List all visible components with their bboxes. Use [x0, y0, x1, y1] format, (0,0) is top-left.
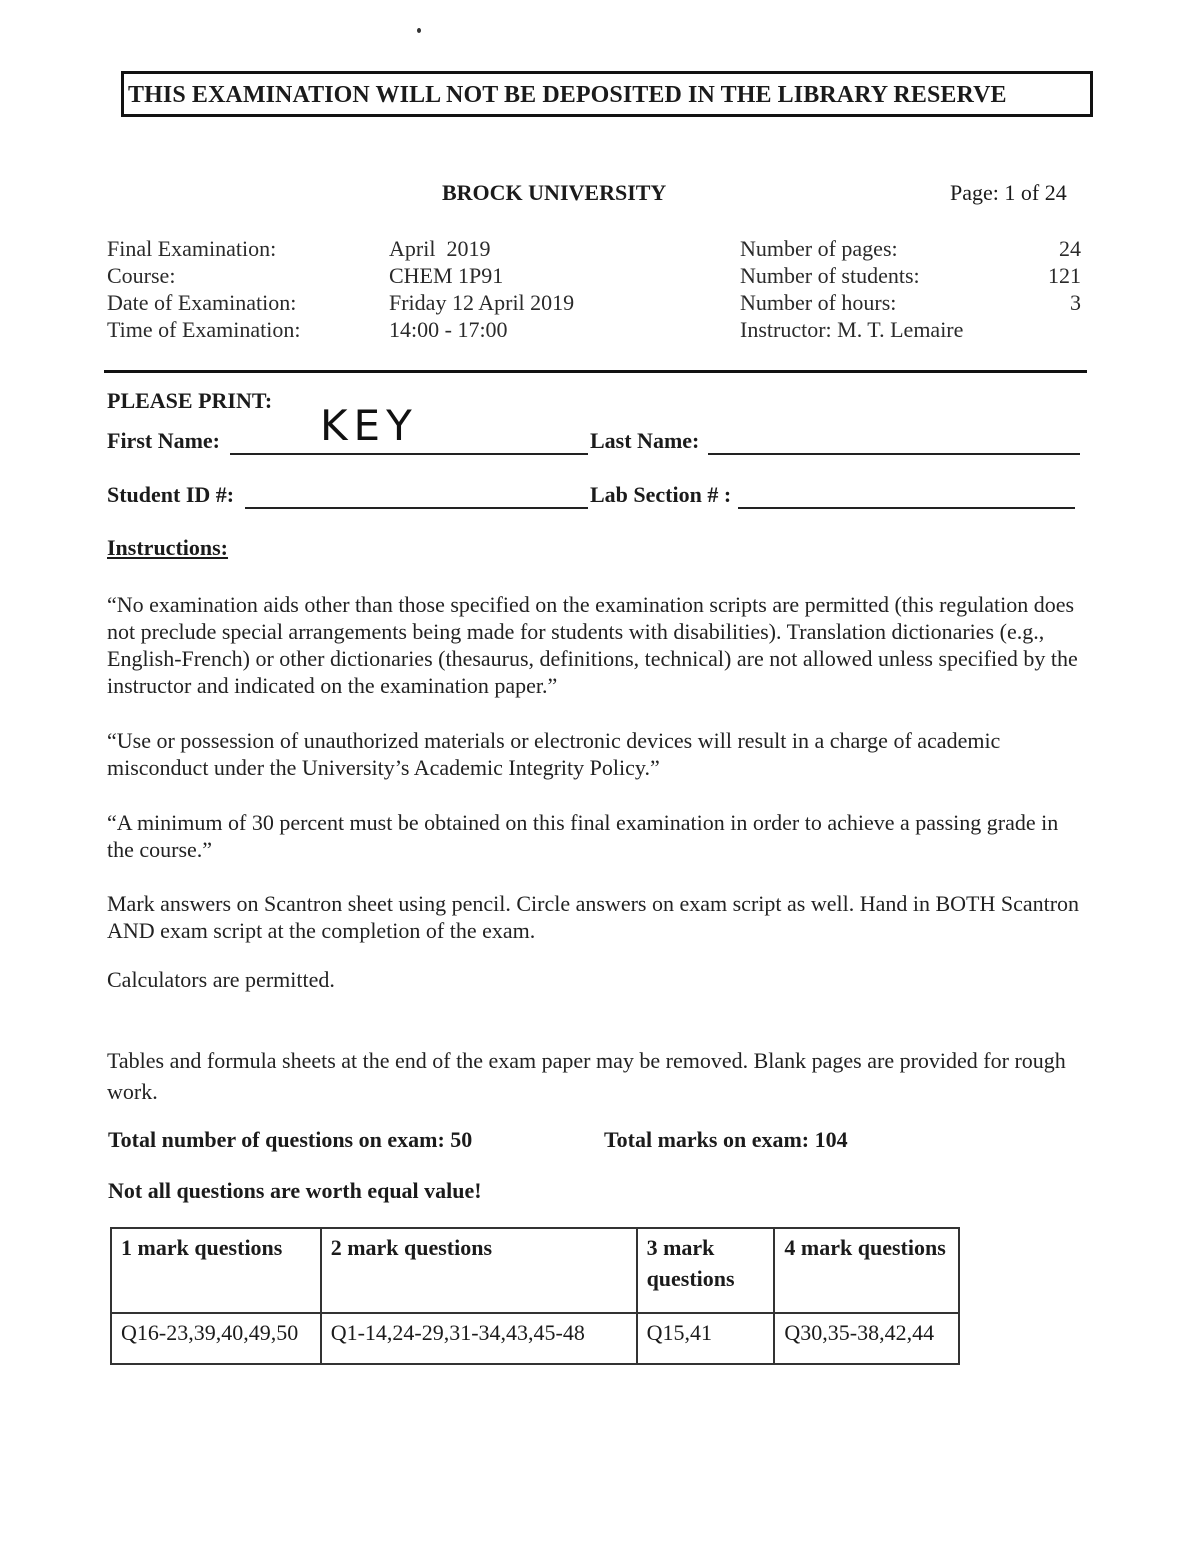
- first-name-label: First Name:: [107, 428, 221, 453]
- cell-1-mark-questions: Q16-23,39,40,49,50: [111, 1313, 321, 1364]
- stat-value-pages: 24: [1059, 236, 1081, 261]
- header-3-mark: 3 mark questions: [637, 1228, 775, 1313]
- stat-value-hours: 3: [1070, 290, 1081, 315]
- instruction-exam-aids: “No examination aids other than those specified on the examination scripts are permitted (this regulation does not preclude special arrangements being made for students with disabilities). Translation dictionaries (e.g., English-French) or other dictionaries (thesaurus, definitions, technical) are not allowed unless specified by the instructor and indicated on the examination paper.”: [107, 592, 1078, 698]
- total-marks: Total marks on exam: 104: [604, 1127, 848, 1152]
- library-reserve-banner: THIS EXAMINATION WILL NOT BE DEPOSITED IN THE LIBRARY RESERVE: [121, 71, 1093, 117]
- first-name-field-line[interactable]: [230, 453, 588, 455]
- please-print-label: PLEASE PRINT:: [107, 388, 273, 413]
- info-label-date: Date of Examination:: [107, 290, 297, 315]
- header-divider: [104, 370, 1087, 373]
- lab-section-label: Lab Section # :: [590, 482, 732, 507]
- stat-value-students: 121: [1048, 263, 1081, 288]
- total-questions: Total number of questions on exam: 50: [108, 1127, 473, 1152]
- scan-speck: [417, 28, 421, 33]
- info-value-final-exam: April 2019: [389, 236, 491, 261]
- lab-section-field-line[interactable]: [738, 507, 1075, 509]
- unequal-value-note: Not all questions are worth equal value!: [108, 1178, 482, 1203]
- info-value-course: CHEM 1P91: [389, 263, 504, 288]
- table-row: [111, 1313, 959, 1364]
- first-name-value[interactable]: KEY: [320, 401, 418, 450]
- page-number: Page: 1 of 24: [950, 180, 1067, 205]
- header-2-mark: 2 mark questions: [321, 1228, 637, 1313]
- instruction-scantron: Mark answers on Scantron sheet using pencil. Circle answers on exam script as well. Hand in BOTH Scantron AND exam script at the completion of the exam.: [107, 891, 1080, 943]
- instruction-calculators: Calculators are permitted.: [107, 967, 335, 992]
- exam-stat-labels: [740, 235, 963, 343]
- table-header-row: [111, 1228, 959, 1313]
- stat-label-hours: Number of hours:: [740, 290, 897, 315]
- info-value-date: Friday 12 April 2019: [389, 290, 575, 315]
- info-label-time: Time of Examination:: [107, 317, 301, 342]
- exam-info-labels: [107, 235, 301, 343]
- exam-info-values: [389, 235, 574, 343]
- exam-stat-values: [1020, 235, 1081, 316]
- student-id-field-line[interactable]: [245, 507, 588, 509]
- stat-label-students: Number of students:: [740, 263, 920, 288]
- instruction-unauthorized-materials: “Use or possession of unauthorized materials or electronic devices will result in a charge of academic misconduct under the University’s Academic Integrity Policy.”: [107, 728, 1001, 780]
- cell-3-mark-questions: Q15,41: [637, 1313, 775, 1364]
- info-label-final-exam: Final Examination:: [107, 236, 277, 261]
- info-label-course: Course:: [107, 263, 176, 288]
- university-name: BROCK UNIVERSITY: [442, 180, 667, 205]
- student-id-label: Student ID #:: [107, 482, 235, 507]
- instruction-tables-formula: Tables and formula sheets at the end of the exam paper may be removed. Blank pages are provided for rough work.: [107, 1048, 1066, 1104]
- instruction-minimum-grade: “A minimum of 30 percent must be obtained on this final examination in order to achieve a passing grade in the course.”: [107, 810, 1059, 862]
- last-name-label: Last Name:: [590, 428, 700, 453]
- cell-4-mark-questions: Q30,35-38,42,44: [774, 1313, 959, 1364]
- instructions-heading: Instructions:: [107, 535, 229, 560]
- stat-label-instructor: Instructor: M. T. Lemaire: [740, 317, 964, 342]
- header-1-mark: 1 mark questions: [111, 1228, 321, 1313]
- info-value-time: 14:00 - 17:00: [389, 317, 508, 342]
- cell-2-mark-questions: Q1-14,24-29,31-34,43,45-48: [321, 1313, 637, 1364]
- last-name-field-line[interactable]: [708, 453, 1080, 455]
- header-4-mark: 4 mark questions: [774, 1228, 959, 1313]
- marks-breakdown-table: [110, 1227, 960, 1365]
- stat-label-pages: Number of pages:: [740, 236, 898, 261]
